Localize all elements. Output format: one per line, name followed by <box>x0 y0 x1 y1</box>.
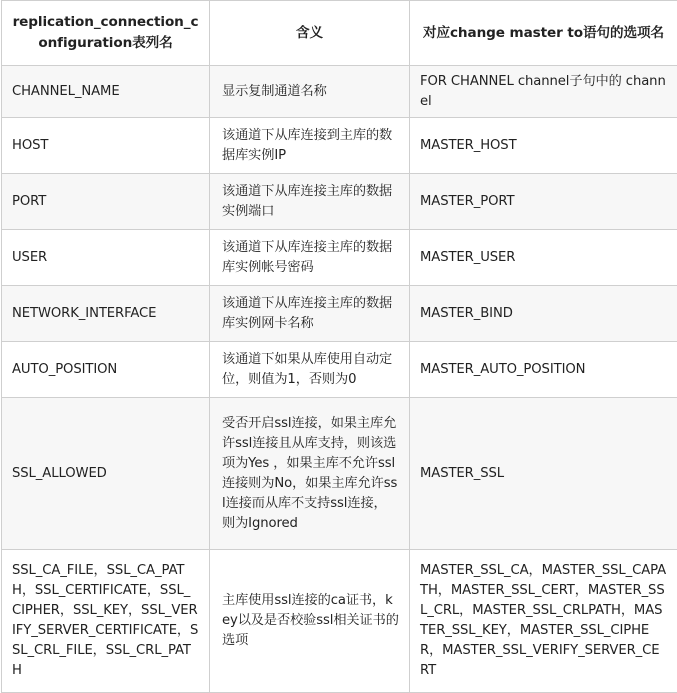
table-row <box>2 550 677 693</box>
cell-option: MASTER_PORT <box>410 174 677 230</box>
table-row <box>2 398 677 550</box>
table-header-row <box>2 1 677 66</box>
cell-column-name: CHANNEL_NAME <box>2 66 210 118</box>
cell-column-name: NETWORK_INTERFACE <box>2 286 210 342</box>
cell-meaning: 该通道下从库连接到主库的数据库实例IP <box>210 118 410 174</box>
cell-option: MASTER_SSL <box>410 398 677 550</box>
cell-option: MASTER_SSL_CA，MASTER_SSL_CAPATH，MASTER_SSL_CERT，MASTER_SSL_CRL，MASTER_SSL_CRLPATH，MASTER_SSL_KEY，MASTER_SSL_CIPHER，MASTER_SSL_VERIFY_SERVER_CERT <box>410 550 677 693</box>
cell-meaning: 受否开启ssl连接，如果主库允许ssl连接且从库支持，则该选项为Yes ，如果主库不允许ssl连接则为No，如果主库允许ssl连接而从库不支持ssl连接，则为Ignored <box>210 398 410 550</box>
table-row <box>2 174 677 230</box>
cell-column-name: USER <box>2 230 210 286</box>
cell-meaning: 该通道下如果从库使用自动定位，则值为1，否则为0 <box>210 342 410 398</box>
cell-meaning: 该通道下从库连接主库的数据库实例网卡名称 <box>210 286 410 342</box>
cell-column-name: SSL_CA_FILE，SSL_CA_PATH，SSL_CERTIFICATE，SSL_CIPHER，SSL_KEY，SSL_VERIFY_SERVER_CERTIFICATE，SSL_CRL_FILE，SSL_CRL_PATH <box>2 550 210 693</box>
cell-column-name: AUTO_POSITION <box>2 342 210 398</box>
cell-option: MASTER_AUTO_POSITION <box>410 342 677 398</box>
cell-option: MASTER_USER <box>410 230 677 286</box>
cell-column-name: SSL_ALLOWED <box>2 398 210 550</box>
replication-config-table <box>1 0 677 693</box>
cell-meaning: 该通道下从库连接主库的数据实例端口 <box>210 174 410 230</box>
header-change-master-option: 对应change master to语句的选项名 <box>410 1 677 66</box>
header-meaning: 含义 <box>210 1 410 66</box>
cell-column-name: PORT <box>2 174 210 230</box>
header-column-name: replication_connection_configuration表列名 <box>2 1 210 66</box>
table-row <box>2 118 677 174</box>
cell-meaning: 显示复制通道名称 <box>210 66 410 118</box>
table-row <box>2 230 677 286</box>
cell-option: MASTER_BIND <box>410 286 677 342</box>
cell-column-name: HOST <box>2 118 210 174</box>
table-row <box>2 342 677 398</box>
cell-option: FOR CHANNEL channel子句中的 channel <box>410 66 677 118</box>
table-row <box>2 286 677 342</box>
cell-meaning: 该通道下从库连接主库的数据库实例帐号密码 <box>210 230 410 286</box>
cell-meaning: 主库使用ssl连接的ca证书，key以及是否校验ssl相关证书的选项 <box>210 550 410 693</box>
table-row <box>2 66 677 118</box>
cell-option: MASTER_HOST <box>410 118 677 174</box>
